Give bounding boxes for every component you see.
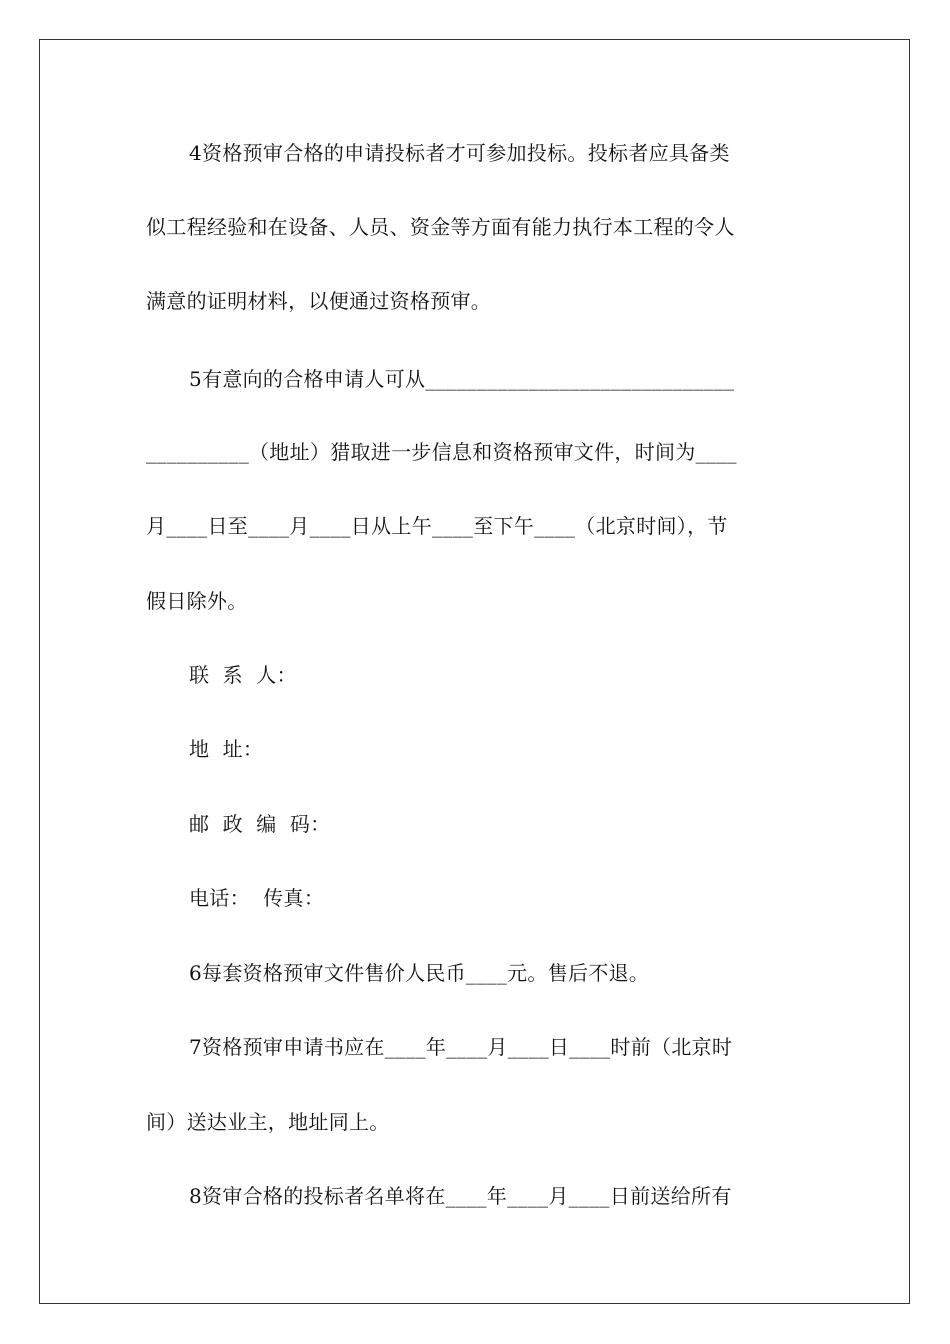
paragraph-5-line-1: 5有意向的合格申请人可从______________________________ <box>189 367 735 391</box>
paragraph-4-line-1: 4资格预审合格的申请投标者才可参加投标。投标者应具备类 <box>189 141 730 165</box>
paragraph-6: 6每套资格预审文件售价人民币____元。售后不退。 <box>189 961 650 985</box>
contact-person-label: 联 系 人： <box>189 663 297 687</box>
paragraph-7-line-2: 间）送达业主，地址同上。 <box>146 1110 390 1134</box>
paragraph-4-line-3: 满意的证明材料，以便通过资格预审。 <box>146 289 492 313</box>
postal-code-label: 邮 政 编 码： <box>189 812 331 836</box>
paragraph-7-line-1: 7资格预审申请书应在____年____月____日____时前（北京时 <box>189 1035 733 1059</box>
paragraph-4-line-2: 似工程经验和在设备、人员、资金等方面有能力执行本工程的令人 <box>146 215 735 239</box>
address-label: 地 址： <box>189 737 264 761</box>
paragraph-8-line-1: 8资审合格的投标者名单将在____年____月____日前送给所有 <box>189 1184 732 1208</box>
paragraph-5-line-2: __________（地址）猎取进一步信息和资格预审文件，时间为____ <box>146 440 737 464</box>
phone-fax-label: 电话： 传真： <box>189 886 325 910</box>
paragraph-5-line-4: 假日除外。 <box>146 589 248 613</box>
paragraph-5-line-3: 月____日至____月____日从上午____至下午____（北京时间），节 <box>146 514 728 538</box>
